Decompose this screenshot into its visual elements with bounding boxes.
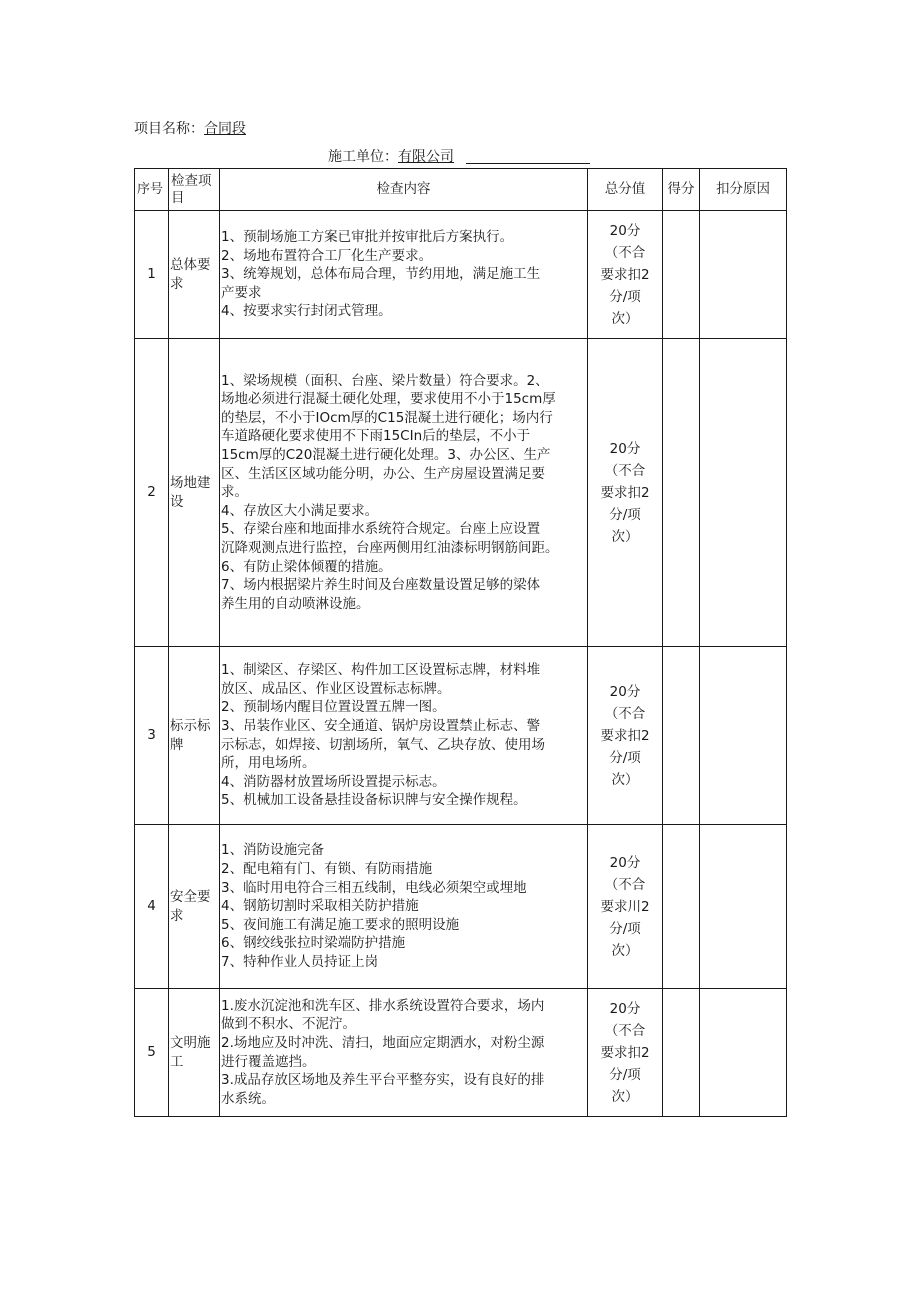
content-line: 4、钢筋切割时采取相关防护措施 xyxy=(221,898,419,915)
table-row xyxy=(135,825,787,989)
total-score xyxy=(588,339,663,647)
total-score-line: 分/项 xyxy=(609,1066,641,1083)
total-score-line: 分/项 xyxy=(609,288,641,305)
content-line: 1.废水沉淀池和洗车区、排水系统设置符合要求，场内 xyxy=(221,997,545,1014)
score-cell[interactable] xyxy=(663,825,700,989)
content-line: 放区、成品区、作业区设置标志标牌。 xyxy=(221,680,451,697)
col-header-reason: 扣分原因 xyxy=(700,169,787,211)
content-line: 4、存放区大小满足要求。 xyxy=(221,502,379,519)
unit-underline xyxy=(466,163,590,164)
content-line: 场地必须进行混凝土硬化处理，要求使用不小于15cm厚 xyxy=(221,391,556,408)
table-row xyxy=(135,211,787,339)
total-score-line: （不合 xyxy=(604,705,646,722)
col-header-item: 检查项目 xyxy=(169,169,220,211)
total-score-line: 要求川2 xyxy=(600,898,650,915)
content-line: 6、钢绞线张拉时梁端防护措施 xyxy=(221,935,406,952)
row-number: 1 xyxy=(135,211,169,339)
check-item: 文明施工 xyxy=(169,989,220,1117)
content-line: 5、机械加工设备悬挂设备标识牌与安全操作规程。 xyxy=(221,792,527,809)
row-number: 5 xyxy=(135,989,169,1117)
unit-label: 施工单位： xyxy=(328,149,398,165)
content-line: 6、有防止梁体倾覆的措施。 xyxy=(221,558,392,575)
col-header-total: 总分值 xyxy=(588,169,663,211)
table-row xyxy=(135,647,787,825)
content-line: 2、配电箱有门、有锁、有防雨措施 xyxy=(221,861,433,878)
check-content xyxy=(220,989,588,1117)
total-score xyxy=(588,647,663,825)
content-line: 的垫层，不小于IOcm厚的C15混凝土进行硬化；场内行 xyxy=(221,409,553,426)
total-score-line: 20分 xyxy=(609,854,641,871)
total-score-line: 要求扣2 xyxy=(600,727,650,744)
score-cell[interactable] xyxy=(663,989,700,1117)
content-line: 3、统筹规划，总体布局合理，节约用地，满足施工生 xyxy=(221,266,541,283)
content-line: 区、生活区区域功能分明，办公、生产房屋设置满足要 xyxy=(221,465,545,482)
total-score xyxy=(588,825,663,989)
total-score-line: 次） xyxy=(611,1088,639,1105)
score-cell[interactable] xyxy=(663,339,700,647)
content-line: 5、夜间施工有满足施工要求的照明设施 xyxy=(221,916,460,933)
unit-value: 有限公司 xyxy=(398,149,454,165)
deduction-reason-cell[interactable] xyxy=(700,647,787,825)
project-name-line xyxy=(134,120,246,138)
content-line: 产要求 xyxy=(221,284,262,301)
content-line: 水系统。 xyxy=(221,1090,275,1107)
project-label: 项目名称： xyxy=(134,121,204,137)
content-line: 沉降观测点进行监控，台座两侧用红油漆标明钢筋间距。 xyxy=(221,539,559,556)
content-line: 1、制梁区、存梁区、构件加工区设置标志牌，材料堆 xyxy=(221,662,541,679)
total-score xyxy=(588,211,663,339)
total-score-line: 分/项 xyxy=(609,920,641,937)
content-line: 求。 xyxy=(221,484,248,501)
check-content xyxy=(220,825,588,989)
content-line: 2、预制场内醒目位置设置五牌一图。 xyxy=(221,699,446,716)
content-line: 2、场地布置符合工厂化生产要求。 xyxy=(221,247,433,264)
check-item: 场地建设 xyxy=(169,339,220,647)
total-score-line: 要求扣2 xyxy=(600,1044,650,1061)
content-line: 车道路硬化要求使用不下雨15CIn后的垫层，不小于 xyxy=(221,428,531,445)
content-line: 4、按要求实行封闭式管理。 xyxy=(221,303,392,320)
content-line: 15cm厚的C20混凝土进行硬化处理。3、办公区、生产 xyxy=(221,447,551,464)
check-item: 安全要求 xyxy=(169,825,220,989)
check-item: 总体要求 xyxy=(169,211,220,339)
total-score-line: 次） xyxy=(611,942,639,959)
row-number: 4 xyxy=(135,825,169,989)
deduction-reason-cell[interactable] xyxy=(700,211,787,339)
check-content xyxy=(220,647,588,825)
content-line: 4、消防器材放置场所设置提示标志。 xyxy=(221,773,446,790)
total-score-line: 次） xyxy=(611,771,639,788)
col-header-content: 检查内容 xyxy=(220,169,588,211)
content-line: 7、场内根据梁片养生时间及台座数量设置足够的梁体 xyxy=(221,577,541,594)
check-item: 标示标牌 xyxy=(169,647,220,825)
total-score-line: 20分 xyxy=(609,1000,641,1017)
content-line: 1、消防设施完备 xyxy=(221,842,325,859)
content-line: 做到不积水、不泥泞。 xyxy=(221,1016,356,1033)
table-header-row xyxy=(135,169,787,211)
total-score xyxy=(588,989,663,1117)
total-score-line: （不合 xyxy=(604,244,646,261)
deduction-reason-cell[interactable] xyxy=(700,825,787,989)
total-score-line: 20分 xyxy=(609,222,641,239)
total-score-line: 次） xyxy=(611,528,639,545)
table-row xyxy=(135,339,787,647)
total-score-line: 分/项 xyxy=(609,506,641,523)
col-header-score: 得分 xyxy=(663,169,700,211)
total-score-line: 分/项 xyxy=(609,749,641,766)
content-line: 3.成品存放区场地及养生平台平整夯实，设有良好的排 xyxy=(221,1072,545,1089)
construction-unit-line xyxy=(328,148,454,166)
content-line: 7、特种作业人员持证上岗 xyxy=(221,953,379,970)
score-cell[interactable] xyxy=(663,211,700,339)
content-line: 1、预制场施工方案已审批并按审批后方案执行。 xyxy=(221,229,514,246)
total-score-line: 要求扣2 xyxy=(600,266,650,283)
total-score-line: （不合 xyxy=(604,1022,646,1039)
content-line: 1、梁场规模（面积、台座、梁片数量）符合要求。2、 xyxy=(221,372,549,389)
row-number: 3 xyxy=(135,647,169,825)
row-number: 2 xyxy=(135,339,169,647)
total-score-line: （不合 xyxy=(604,876,646,893)
content-line: 示标志，如焊接、切割场所，氧气、乙块存放、使用场 xyxy=(221,736,545,753)
project-value: 合同段 xyxy=(204,121,246,137)
table-row xyxy=(135,989,787,1117)
col-header-no: 序号 xyxy=(135,169,169,211)
total-score-line: 次） xyxy=(611,310,639,327)
content-line: 所，用电场所。 xyxy=(221,755,316,772)
total-score-line: （不合 xyxy=(604,462,646,479)
deduction-reason-cell[interactable] xyxy=(700,989,787,1117)
content-line: 3、吊装作业区、安全通道、锅炉房设置禁止标志、警 xyxy=(221,717,541,734)
check-content xyxy=(220,211,588,339)
deduction-reason-cell[interactable] xyxy=(700,339,787,647)
score-cell[interactable] xyxy=(663,647,700,825)
content-line: 养生用的自动喷淋设施。 xyxy=(221,595,370,612)
content-line: 5、存梁台座和地面排水系统符合规定。台座上应设置 xyxy=(221,521,541,538)
total-score-line: 20分 xyxy=(609,683,641,700)
total-score-line: 要求扣2 xyxy=(600,484,650,501)
total-score-line: 20分 xyxy=(609,440,641,457)
content-line: 进行覆盖遮挡。 xyxy=(221,1053,316,1070)
check-content xyxy=(220,339,588,647)
content-line: 2.场地应及时冲洗、清扫，地面应定期洒水，对粉尘源 xyxy=(221,1034,545,1051)
inspection-table xyxy=(134,168,787,1117)
content-line: 3、临时用电符合三相五线制，电线必须架空或埋地 xyxy=(221,879,527,896)
